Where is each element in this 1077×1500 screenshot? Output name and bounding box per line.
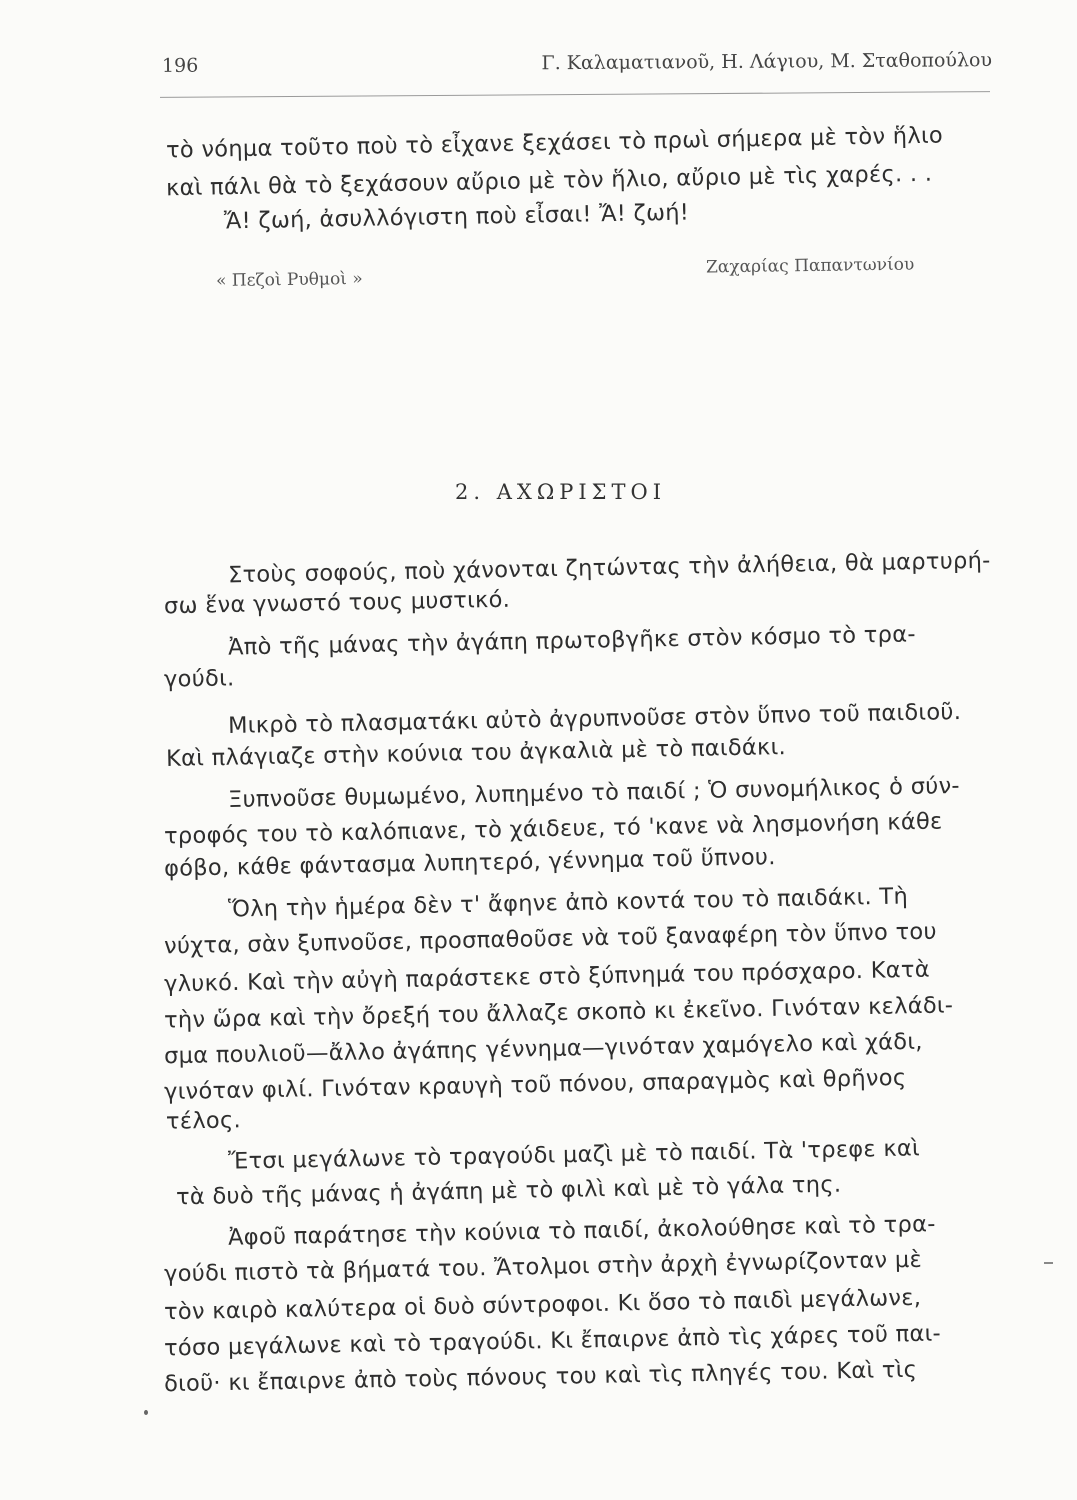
body-line: τὰ δυὸ τῆς μάνας ἡ ἀγάπη μὲ τὸ φιλὶ καὶ μὲ τὸ γάλα της. (175, 1171, 842, 1211)
running-header (162, 49, 992, 77)
body-line: σω ἕνα γνωστό τους μυστικό. (163, 586, 511, 620)
body-line: Ὅλη τὴν ἡμέρα δὲν τ' ἄφηνε ἀπὸ κοντά του τὸ παιδάκι. Τὴ (227, 883, 909, 923)
body-line: τὴν ὥρα καὶ τὴν ὄρεξή του ἄλλαζε σκοπὸ κι ἐκεῖνο. Γινόταν κελάδι- (163, 992, 954, 1034)
body-line: τέλος. (165, 1107, 242, 1135)
ink-speck (144, 1410, 148, 1415)
header-rule (160, 91, 990, 98)
body-line: Μικρὸ τὸ πλασματάκι αὐτὸ ἀγρυπνοῦσε στὸν ὕπνο τοῦ παιδιοῦ. (227, 698, 962, 740)
poem-line: Ἄ! ζωή, ἀσυλλόγιστη ποὺ εἶσαι! Ἄ! ζωή! (223, 199, 690, 235)
body-line: γινόταν φιλί. Γινόταν κραυγὴ τοῦ πόνου, σπαραγμὸς καὶ θρῆνος (163, 1064, 907, 1106)
margin-mark (1044, 1262, 1053, 1264)
body-line: γούδι. (163, 665, 235, 693)
body-line: Στοὺς σοφούς, ποὺ χάνονται ζητώντας τὴν ἀλήθεια, θὰ μαρτυρή- (227, 547, 991, 589)
body-line: τροφός του τὸ καλόπιανε, τὸ χάιδευε, τό 'κανε νὰ λησμονήση κάθε (163, 808, 943, 850)
poem-line: καὶ πάλι θὰ τὸ ξεχάσουν αὔριο μὲ τὸν ἥλιο, αὔριο μὲ τὶς χαρές. . . (165, 160, 933, 202)
body-line: Καὶ πλάγιαζε στὴν κούνια του ἀγκαλιὰ μὲ τὸ παιδάκι. (165, 734, 787, 772)
body-line: Ἔτσι μεγάλωνε τὸ τραγούδι μαζὶ μὲ τὸ παιδί. Τὰ 'τρεφε καὶ (227, 1135, 921, 1175)
poem-line: τὸ νόημα τοῦτο ποὺ τὸ εἶχανε ξεχάσει τὸ πρωὶ σήμερα μὲ τὸν ἥλιο (165, 122, 944, 164)
body-line: σμα πουλιοῦ—ἄλλο ἀγάπης γέννημα—γινόταν χαμόγελο καὶ χάδι, (163, 1028, 923, 1070)
source-work: « Πεζοὶ Ρυθμοὶ » (215, 268, 363, 292)
section-title: 2. ΑΧΩΡΙΣΤΟΙ (455, 480, 667, 504)
body-line: τόσο μεγάλωνε καὶ τὸ τραγούδι. Κι ἔπαιρνε ἀπὸ τὶς χάρες τοῦ παι- (163, 1320, 942, 1362)
body-line: Ξυπνοῦσε θυμωμένο, λυπημένο τὸ παιδί ; Ὁ συνομήλικος ὁ σύν- (227, 772, 961, 814)
page-number: 196 (161, 54, 199, 77)
body-line: νύχτα, σὰν ξυπνοῦσε, προσπαθοῦσε νὰ τοῦ ξαναφέρη τὸν ὕπνο του (163, 918, 938, 960)
body-line: Ἀπὸ τῆς μάνας τὴν ἀγάπη πρωτοβγῆκε στὸν κόσμο τὸ τρα- (227, 621, 917, 661)
body-line: τὸν καιρὸ καλύτερα οἱ δυὸ σύντροφοι. Κι ὅσο τὸ παιδὶ μεγάλωνε, (163, 1284, 922, 1326)
header-authors: Γ. Καλαματιανοῦ, Η. Λάγιου, Μ. Σταθοπούλου (541, 49, 993, 75)
body-line: φόβο, κάθε φάντασμα λυπητερό, γέννημα τοῦ ὕπνου. (163, 844, 776, 882)
source-author: Ζαχαρίας Παπαντωνίου (705, 254, 915, 278)
body-line: γούδι πιστὸ τὰ βήματά του. Ἄτολμοι στὴν ἀρχὴ ἐγνωρίζονταν μὲ (163, 1246, 923, 1288)
body-line: γλυκό. Καὶ τὴν αὐγὴ παράστεκε στὸ ξύπνημά του πρόσχαρο. Κατὰ (163, 956, 931, 998)
body-line: Ἀφοῦ παράτησε τὴν κούνια τὸ παιδί, ἀκολούθησε καὶ τὸ τρα- (227, 1211, 936, 1251)
body-line: διοῦ· κι ἔπαιρνε ἀπὸ τοὺς πόνους του καὶ τὶς πληγές του. Καὶ τὶς (163, 1356, 918, 1398)
